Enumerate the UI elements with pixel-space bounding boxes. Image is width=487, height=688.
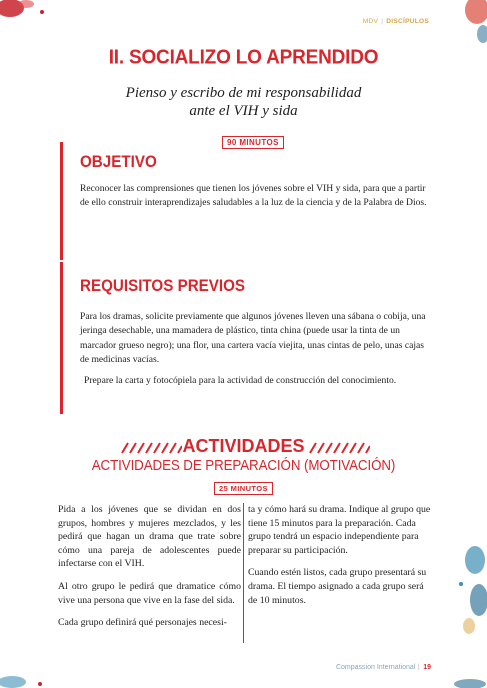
- objective-section-bar: [60, 142, 63, 260]
- activity-paragraph: Al otro grupo le pedirá que dramatice cómo vive una persona que vive en la fase del sida.: [58, 580, 241, 606]
- paint-splash-bottom-left: [0, 668, 70, 688]
- page-title: II. SOCIALIZO LO APRENDIDO: [108, 46, 379, 69]
- activities-heading: ACTIVIDADES: [182, 436, 305, 456]
- paint-splash-bottom-right: [430, 672, 487, 688]
- paint-splash-right-side: [447, 540, 487, 650]
- activity-column-right: [248, 503, 433, 616]
- requirements-text-2: Prepare la carta y fotocópiela para la actividad de construcción del conocimiento.: [84, 375, 397, 386]
- activity-paragraph: Cuando estén listos, cada grupo presentará su drama. El tiempo asignado a cada grupo será de 10 minutos.: [248, 567, 427, 606]
- activities-subheading: ACTIVIDADES DE PREPARACIÓN (MOTIVACIÓN): [91, 458, 396, 474]
- duration-badge-main: 90 MINUTOS: [222, 136, 284, 149]
- objective-text: Reconocer las comprensiones que tienen los jóvenes sobre el VIH y sida, para que a partir de ello construir interaprendizajes saludables a la luz de la ciencia y de la Palabra de Dios.: [80, 183, 427, 209]
- requirements-section-bar: [60, 262, 63, 414]
- activity-column-left: [58, 503, 241, 639]
- activity-paragraph: ta y cómo hará su drama. Indique al grupo que tiene 15 minutos para la preparación. Cada grupo tendrá un espacio independiente para preparar su participación.: [248, 504, 431, 556]
- activity-paragraph: Cada grupo definirá qué personajes necesi-: [58, 617, 227, 629]
- duration-badge-activity: 25 MINUTOS: [214, 482, 273, 495]
- paint-splash-top-left: [0, 0, 60, 40]
- page-subtitle: [0, 84, 487, 120]
- requirements-text-1: Para los dramas, solicite previamente que algunos jóvenes lleven una sábana o cobija, una jeringa desechable, una mamadera de plástico, tinta china (puede usar la tinta de un marcador grueso negro); una flor, una cartera vacía viejita, unas cintas de pelo, unas cajas de medicinas vacías.: [80, 311, 426, 366]
- subtitle-line-2: ante el VIH y sida: [189, 103, 298, 119]
- page-number: 19: [423, 664, 431, 671]
- decorative-stripes-right: [308, 442, 370, 454]
- header-section: DISCÍPULOS: [386, 18, 429, 25]
- activity-paragraph: Pida a los jóvenes que se dividan en dos grupos, hombres y mujeres mezclados, y les pedirá que hagan un drama que trate sobre cómo una pareja de adolescentes puede infectarse con el VIH.: [58, 504, 241, 570]
- running-header: MDV | DISCÍPULOS: [362, 18, 429, 25]
- footer-org: Compassion International: [335, 664, 416, 671]
- page-footer: Compassion International | 19: [335, 664, 431, 671]
- requirements-heading: REQUISITOS PREVIOS: [80, 277, 246, 295]
- header-series: MDV: [362, 18, 379, 25]
- column-divider: [243, 503, 244, 643]
- objective-heading: OBJETIVO: [80, 153, 157, 171]
- subtitle-line-1: Pienso y escribo de mi responsabilidad: [125, 85, 362, 101]
